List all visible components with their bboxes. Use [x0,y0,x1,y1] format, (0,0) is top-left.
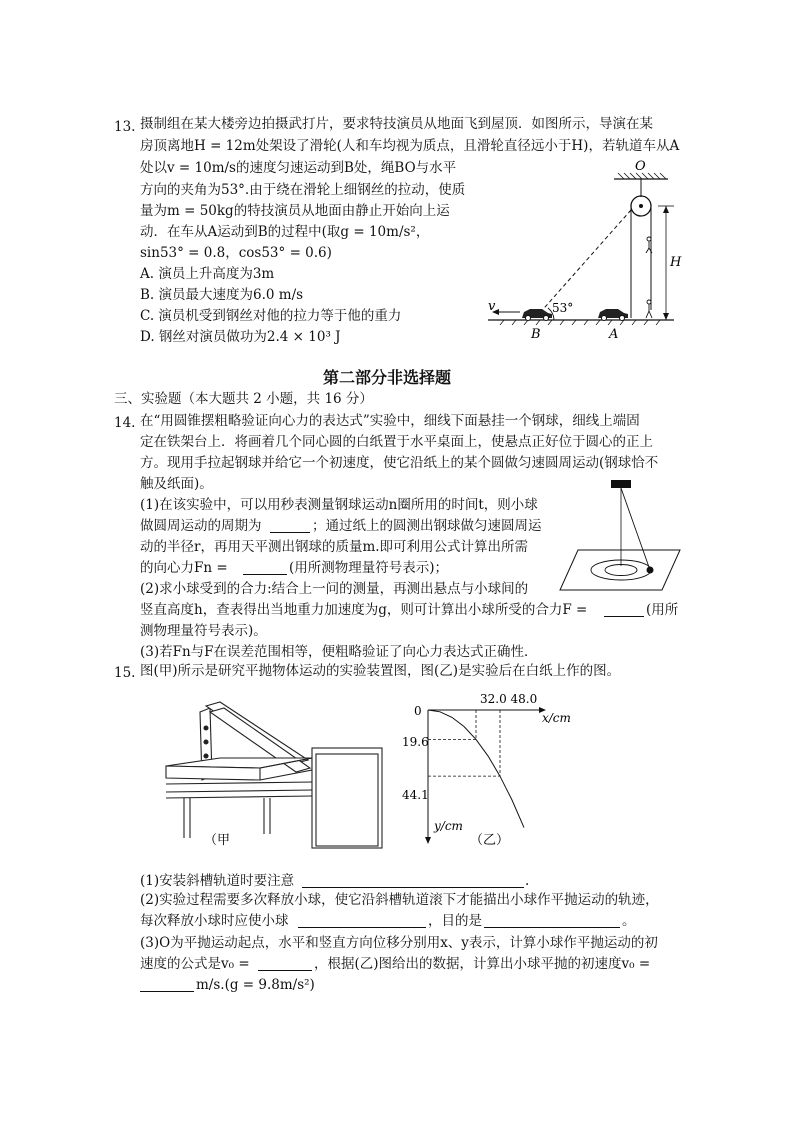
label-H: H [670,255,682,270]
label-v: v [488,299,496,314]
q13-line: sin53° = 0.8，cos53° = 0.6) [140,245,332,261]
q13-line: 量为m = 50kg的特技演员从地面由静止开始向上运 [140,203,450,219]
answer-blank-release[interactable] [298,915,426,928]
car-b-icon [522,309,552,321]
trajectory-chart-yi [400,688,600,854]
q13-line: 房顶离地H = 12m处架设了滑轮(人和车均视为质点，且滑轮直径远小于H)，若轨道车从A [140,138,680,154]
q14-p2-line: 测物理量符号表示)。 [140,623,267,639]
q15-sub2-line: (2)实验过程需要多次释放小球，使它沿斜槽轨道滚下才能描出小球作平抛运动的轨迹， [140,892,659,908]
label-angle: 53° [552,301,574,315]
answer-blank-v0-formula[interactable] [258,958,312,971]
answer-blank-f[interactable] [604,604,644,617]
answer-blank-period[interactable] [270,520,310,533]
q13-option-d: D. 钢丝对演员做功为2.4 × 10³ J [140,329,341,345]
q13-line: 动．在车从A运动到B的过程中(取g = 10m/s²， [140,224,430,240]
x-tick-labels: 32.0 48.0 [480,692,538,706]
origin-label: 0 [414,704,422,718]
q13-option-c: C. 演员机受到钢丝对他的拉力等于他的重力 [140,308,402,324]
pulley-stunt-figure [484,160,694,345]
section3-title: 三、实验题（本大题共 2 小题，共 16 分） [114,391,373,407]
q14-p2-line: (2)求小球受到的合力:结合上一问的测量，再测出悬点与小球间的 [140,581,529,597]
y-axis-arrow [425,837,431,844]
answer-blank-track[interactable] [302,875,524,888]
label-O: O [635,160,646,174]
fig-yi-label: （乙） [470,833,510,848]
q13-option-b: B. 演员最大速度为6.0 m/s [140,287,304,303]
q14-line: 方。现用手拉起钢球并给它一个初速度，使它沿纸上的某个圆做匀速圆周运动(钢球恰不 [140,455,659,471]
q14-line: 定在铁架台上．将画着几个同心圆的白纸置于水平桌面上，使悬点正好位于圆心的正上 [140,434,653,450]
y-tick-label: 44.1 [402,788,429,802]
q14-p1-line: 动的半径r，再用天平测出钢球的质量m.即可利用公式计算出所需 [140,539,529,555]
q14-p1-line: 的向心力Fn = [140,560,228,576]
y-tick-label: 19.6 [402,735,429,749]
label-B: B [531,327,541,342]
q13-option-a: A. 演员上升高度为3m [140,266,275,282]
q15-sub3-line: ，根据(乙)图给出的数据，计算出小球平抛的初速度v₀ = [314,956,651,972]
q15-sub2-line: ，目的是 [428,913,482,929]
label-A: A [609,327,619,342]
part2-title: 第二部分非选择题 [323,368,452,387]
car-a-icon [598,309,628,321]
apparatus-figure-jia [160,698,400,850]
q15-sub3-line: 速度的公式是v₀ = [140,956,250,972]
answer-blank-v0-value[interactable] [140,979,194,992]
q15-sub2-line: 每次释放小球时应使小球 [140,913,289,929]
q14-p1-line: (1)在该实验中，可以用秒表测量钢球运动n圈所用的时间t，则小球 [140,497,538,513]
q14-p2-line: (用所 [646,602,679,618]
x-axis-label: x/cm [542,711,571,725]
q14-line: 在“用圆锥摆粗略验证向心力的表达式”实验中，细线下面悬挂一个钢球，细线上端固 [140,413,640,429]
q14-p1-line: ；通过纸上的圆测出钢球做匀速圆周运 [312,518,542,534]
q14-p1-line: (用所测物理量符号表示)； [289,560,449,576]
q14-p3-line: (3)若Fn与F在误差范围相等，便粗略验证了向心力表达式正确性． [140,644,538,660]
q14-p2-line: 竖直高度h，查表得出当地重力加速度为g，则可计算出小球所受的合力F = [140,602,588,618]
q15-sub1: (1)安装斜槽轨道时要注意 [140,873,295,889]
answer-blank-purpose[interactable] [484,915,620,928]
answer-blank-fn[interactable] [243,562,287,575]
q15-sub3-line: m/s.(g = 9.8m/s²) [196,977,315,993]
q15-sub3-line: (3)O为平抛运动起点，水平和竖直方向位移分别用x、y表示，计算小球作平抛运动的初 [140,935,658,951]
q14-p1-line: 做圆周运动的周期为 [140,518,262,534]
q15-number: 15. [114,665,136,681]
q13-line: 处以v = 10m/s的速度匀速运动到B处，绳BO与水平 [140,160,457,176]
q13-line: 方向的夹角为53°.由于绕在滑轮上细钢丝的拉动，使质 [140,182,466,198]
q13-line: 摄制组在某大楼旁边拍摄武打片，要求特技演员从地面飞到屋顶．如图所示，导演在某 [140,116,653,132]
q15-sub2-line: 。 [622,913,636,929]
q13-number: 13. [114,119,136,135]
q14-number: 14. [114,415,136,431]
fig-jia-label: （甲 [204,833,231,848]
q14-line: 触及纸面)。 [140,476,213,492]
q15-sub1-end: . [525,873,530,889]
y-axis-label: y/cm [434,819,463,833]
q15-intro: 图(甲)所示是研究平抛物体运动的实验装置图，图(乙)是实验后在白纸上作的图。 [140,663,621,679]
conical-pendulum-figure [558,478,684,598]
